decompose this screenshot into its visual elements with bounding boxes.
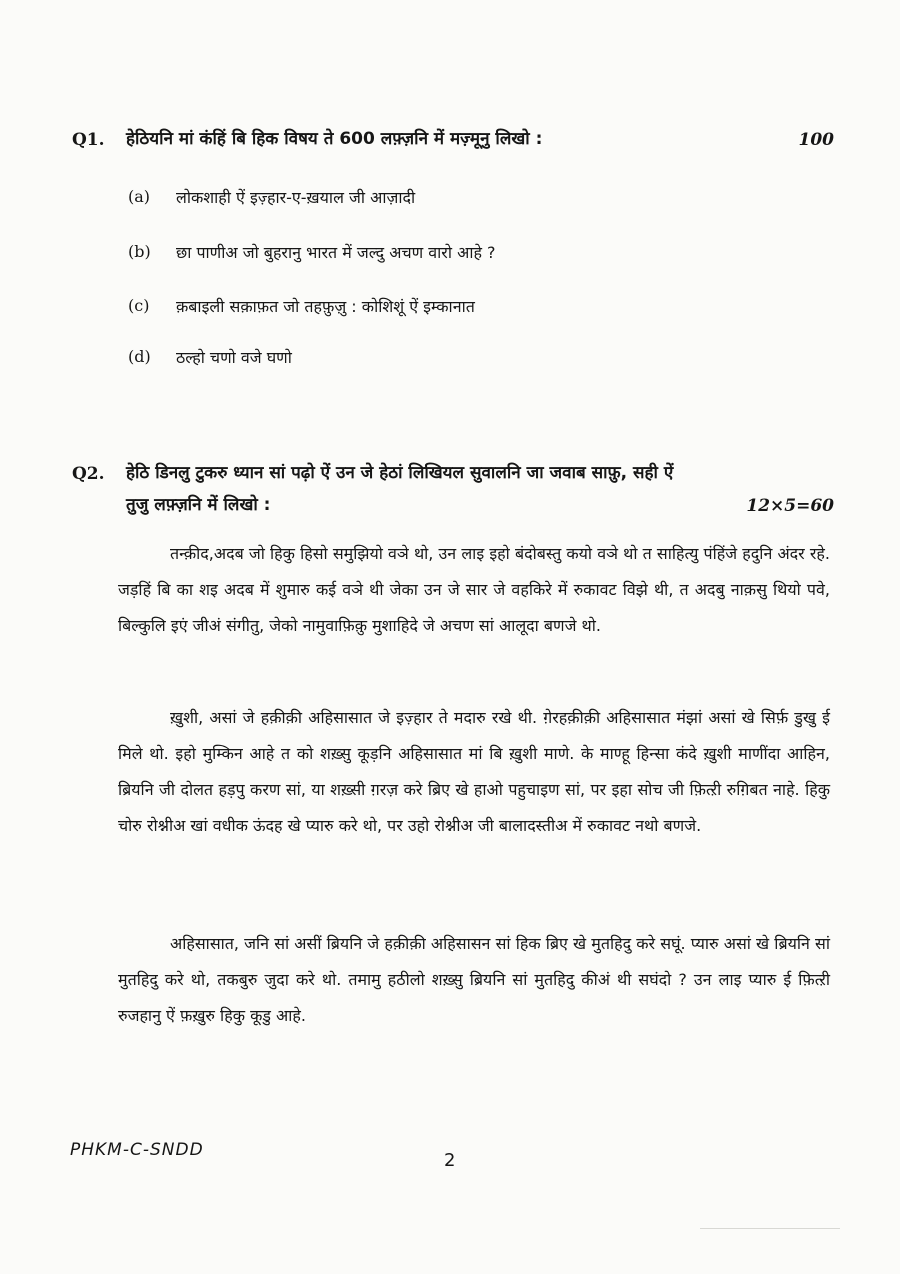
page-number: 2 <box>444 1150 456 1171</box>
option-label: (b) <box>128 242 151 261</box>
q2-number: Q2. <box>72 464 105 484</box>
option-label: (d) <box>128 347 151 366</box>
q2-prompt-line1: हेठि डिनलु टुकरु ध्यान सां पढ़ो ऐं उन जे हेठां लिखियल सुवालनि जा जवाब साफ़ु, सही ऐं <box>126 463 674 483</box>
passage-paragraph-2: ख़ुशी, असां जे हक़ीक़ी अहिसासात जे इज़्हार ते मदारु रखे थी. ग़ेरहक़ीक़ी अहिसासात मंझां असां खे सिर्फ़ डुखु ई मिले थो. इहो मुम्किन आहे त को शख़्सु कूड़नि अहिसासात मां बि ख़ुशी माणे. के माण्हू हिन्सा कंदे ख़ुशी माणींदा आहिन, ब्रियनि जी दोलत हड़पु करण सां, या शख़्सी ग़रज़ करे ब्रिए खे हाओ पहुचाइण सां, पर इहा सोच जी फ़ित्ऱी रुग़िबत नाहे. हिकु चोरु रोश्नीअ खां वधीक ऊंदह खे प्यारु करे थो, पर उहो रोश्नीअ जी बालादस्तीअ में रुकावट नथो बणजे. <box>118 708 830 835</box>
option-text: क़बाइली सक़ाफ़त जो तहफ़ुज़ु : कोशिशूं ऐं इम्कानात <box>176 297 475 316</box>
passage-paragraph-3: अहिसासात, जनि सां असीं ब्रियनि जे हक़ीक़ी अहिसासन सां हिक ब्रिए खे मुतहिदु करे सघूं. प्यारु असां खे ब्रियनि सां मुतहिदु करे थो, तकबुरु जुदा करे थो. तमामु हठीलो शख़्सु ब्रियनि सां मुतहिदु कीअं थी सघंदो ? उन लाइ प्यारु ई फ़ित्ऱी रुजहानु ऐं फ़ख़ुरु हिकु कूडु आहे. <box>118 934 830 1025</box>
passage-paragraph-1: तन्क़ीद,अदब जो हिकु हिसो समुझियो वञे थो, उन लाइ इहो बंदोबस्तु कयो वञे थो त साहित्यु पंहिंजे हदुनि अंदर रहे. जड़हिं बि का शइ अदब में शुमारु कई वञे थी जेका उन जे सार जे वहकिरे में रुकावट विझे थी, त अदबु नाक़सु थियो पवे, बिल्कुलि इएं जीअं संगीतु, जेको नामुवाफ़िक़ु मुशाहिदे जे अचण सां आलूदा बणजे थो. <box>118 544 830 635</box>
option-label: (c) <box>128 296 150 315</box>
option-text: छा पाणीअ जो बुहरानु भारत में जल्दु अचण वारो आहे ? <box>176 243 496 262</box>
option-label: (a) <box>128 187 151 206</box>
divider <box>700 1228 840 1229</box>
q1-number: Q1. <box>72 130 105 150</box>
option-text: ठल्हो चणो वजे घणो <box>176 348 292 367</box>
q2-prompt-line2: तुजु लफ़्ज़नि में लिखो : <box>126 495 271 515</box>
q2-marks: 12×5=60 <box>746 496 834 516</box>
q1-marks: 100 <box>798 130 834 150</box>
paper-code: PHKM-C-SNDD <box>70 1140 204 1160</box>
option-text: लोकशाही ऐं इज़्हार-ए-ख़याल जी आज़ादी <box>176 188 416 207</box>
q1-prompt: हेठियनि मां कंहिं बि हिक विषय ते 600 लफ़्ज़नि में मज़्मूनु लिखो : <box>126 129 543 149</box>
